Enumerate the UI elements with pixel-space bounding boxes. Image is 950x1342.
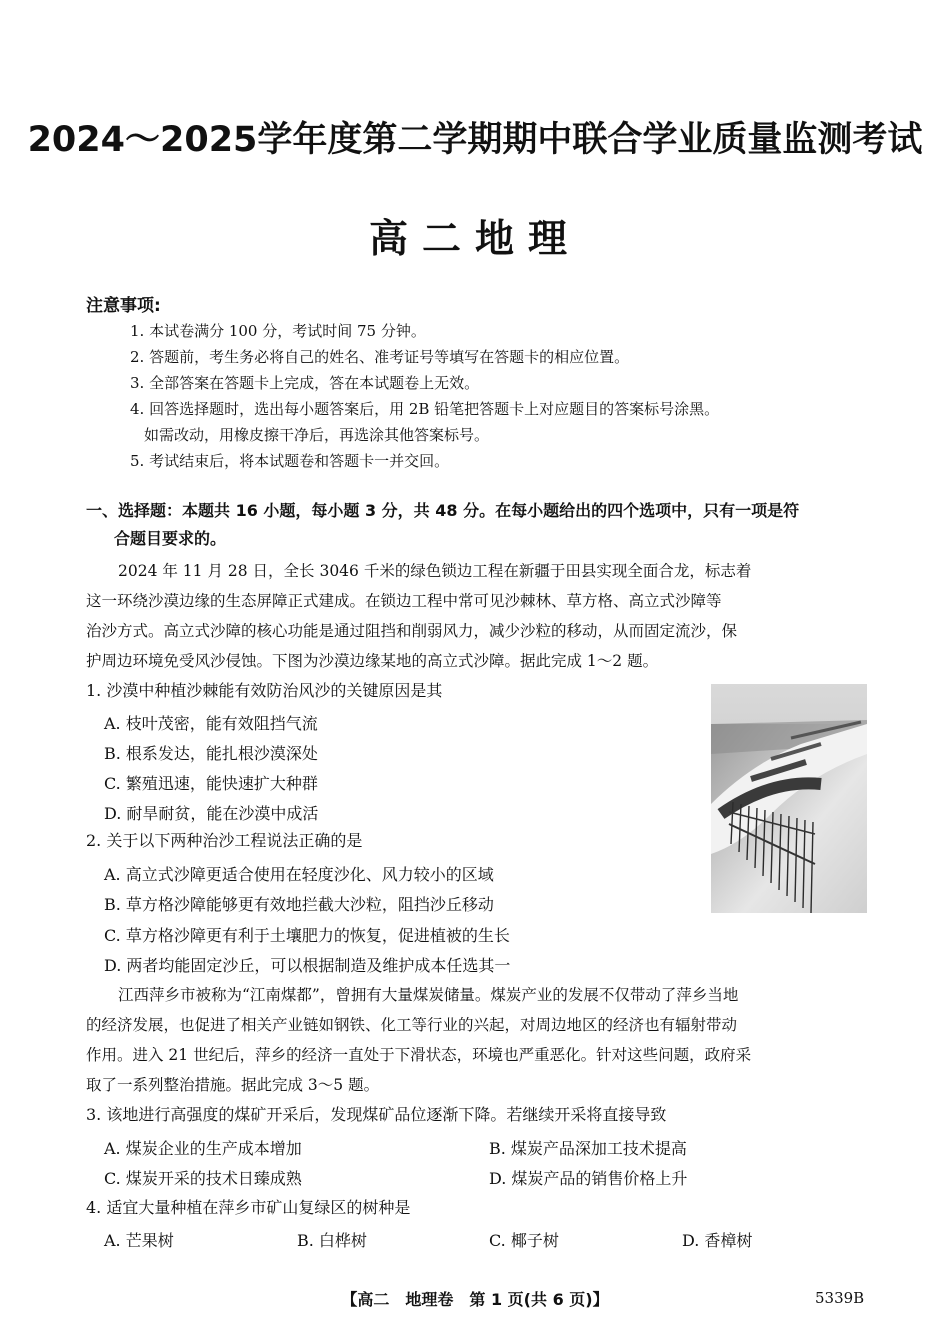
question-1-option-b: B. 根系发达，能扎根沙漠深处: [104, 744, 318, 763]
passage-line: 护周边环境免受风沙侵蚀。下图为沙漠边缘某地的高立式沙障。据此完成 1～2 题。: [86, 652, 659, 670]
question-3-option-b: B. 煤炭产品深加工技术提高: [489, 1139, 687, 1158]
notice-heading: 注意事项:: [86, 296, 161, 316]
question-2-option-c: C. 草方格沙障更有利于土壤肥力的恢复，促进植被的生长: [104, 926, 510, 945]
question-2-option-b: B. 草方格沙障能够更有效地拦截大沙粒，阻挡沙丘移动: [104, 895, 494, 914]
question-4-option-c: C. 椰子树: [489, 1231, 559, 1250]
question-3-option-d: D. 煤炭产品的销售价格上升: [489, 1169, 688, 1188]
passage-line: 2024 年 11 月 28 日，全长 3046 千米的绿色锁边工程在新疆于田县实现全面合龙，标志着: [118, 562, 752, 580]
page-footer: 【高二 地理卷 第 1 页(共 6 页)】: [341, 1290, 609, 1309]
notice-item: 2. 答题前，考生务必将自己的姓名、准考证号等填写在答题卡的相应位置。: [130, 348, 630, 366]
question-1-option-a: A. 枝叶茂密，能有效阻挡气流: [104, 714, 318, 733]
paper-code: 5339B: [815, 1289, 865, 1307]
subject-title: 高二地理: [368, 217, 581, 262]
question-1-option-c: C. 繁殖迅速，能快速扩大种群: [104, 774, 318, 793]
passage-line: 取了一系列整治措施。据此完成 3～5 题。: [86, 1076, 380, 1094]
notice-item: 3. 全部答案在答题卡上完成，答在本试题卷上无效。: [130, 374, 480, 392]
notice-item: 5. 考试结束后，将本试题卷和答题卡一并交回。: [130, 452, 450, 470]
question-2-option-a: A. 高立式沙障更适合使用在轻度沙化、风力较小的区域: [104, 865, 494, 884]
section-heading: [86, 497, 876, 553]
passage-line: 治沙方式。高立式沙障的核心功能是通过阻挡和削弱风力，减少沙粒的移动，从而固定流沙，保: [86, 622, 738, 640]
question-4-stem: 4. 适宜大量种植在萍乡市矿山复绿区的树种是: [86, 1198, 411, 1217]
passage-line: 江西萍乡市被称为“江南煤都”，曾拥有大量煤炭储量。煤炭产业的发展不仅带动了萍乡当地: [118, 986, 739, 1004]
question-2-option-d: D. 两者均能固定沙丘，可以根据制造及维护成本任选其一: [104, 956, 511, 975]
exam-title: 2024～2025学年度第二学期期中联合学业质量监测考试: [27, 120, 923, 160]
passage-pingxiang: [86, 980, 871, 1100]
section-heading-line: 合题目要求的。: [114, 529, 227, 548]
question-3-stem: 3. 该地进行高强度的煤矿开采后，发现煤矿品位逐渐下降。若继续开采将直接导致: [86, 1105, 667, 1124]
question-1-stem: 1. 沙漠中种植沙棘能有效防治风沙的关键原因是其: [86, 681, 443, 700]
notice-list: [130, 318, 890, 474]
question-1-option-d: D. 耐旱耐贫，能在沙漠中成活: [104, 804, 319, 823]
passage-desert: [86, 556, 871, 676]
question-4-option-a: A. 芒果树: [104, 1231, 174, 1250]
question-3-option-c: C. 煤炭开采的技术日臻成熟: [104, 1169, 302, 1188]
question-4-option-b: B. 白桦树: [297, 1231, 367, 1250]
passage-line: 的经济发展，也促进了相关产业链如钢铁、化工等行业的兴起，对周边地区的经济也有辐射带动: [86, 1016, 738, 1034]
question-3-option-a: A. 煤炭企业的生产成本增加: [104, 1139, 302, 1158]
notice-item: 4. 回答选择题时，选出每小题答案后，用 2B 铅笔把答题卡上对应题目的答案标号涂黑。: [130, 400, 720, 418]
question-2-stem: 2. 关于以下两种治沙工程说法正确的是: [86, 831, 363, 850]
notice-item: 如需改动，用橡皮擦干净后，再选涂其他答案标号。: [144, 426, 490, 444]
sand-barrier-photo: [711, 684, 867, 913]
passage-line: 这一环绕沙漠边缘的生态屏障正式建成。在锁边工程中常可见沙棘林、草方格、高立式沙障等: [86, 592, 722, 610]
passage-line: 作用。进入 21 世纪后，萍乡的经济一直处于下滑状态，环境也严重恶化。针对这些问题，政府采: [86, 1046, 752, 1064]
question-4-option-d: D. 香樟树: [682, 1231, 753, 1250]
section-heading-line: 一、选择题：本题共 16 小题，每小题 3 分，共 48 分。在每小题给出的四个选项中，只有一项是符: [86, 501, 800, 520]
notice-item: 1. 本试卷满分 100 分，考试时间 75 分钟。: [130, 322, 426, 340]
